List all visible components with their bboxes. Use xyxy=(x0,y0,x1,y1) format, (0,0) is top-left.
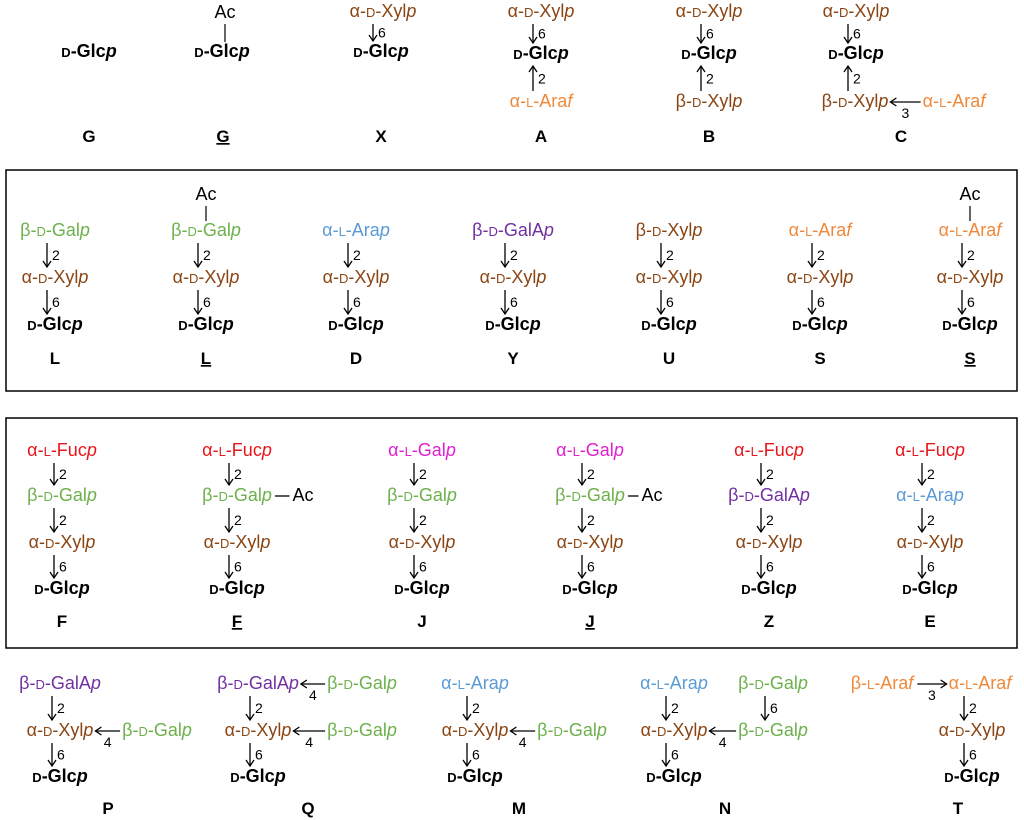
sugar-residue: α-D-Xylp xyxy=(349,1,417,21)
structure-J xyxy=(387,440,457,631)
linkage-position: 2 xyxy=(967,247,975,263)
structure-code: S xyxy=(814,349,826,368)
sugar-residue: β-D-Galp xyxy=(738,720,808,740)
sugar-residue: α-L-Arap xyxy=(322,220,390,240)
glucose-residue: D-Glcp xyxy=(209,578,265,598)
linkage-position: 2 xyxy=(234,466,242,482)
glucose-residue: D-Glcp xyxy=(944,766,1000,786)
linkage-position: 6 xyxy=(353,294,361,310)
linkage-position: 2 xyxy=(353,247,361,263)
linkage-position: 6 xyxy=(59,558,67,575)
sugar-residue: α-L-Arap xyxy=(896,485,964,505)
structure-code: C xyxy=(894,127,908,146)
structure-A xyxy=(508,1,575,146)
glucose-residue: D-Glcp xyxy=(61,41,117,61)
glucose-residue: D-Glcp xyxy=(681,43,737,63)
sugar-residue: β-D-Xylp xyxy=(821,91,889,111)
linkage-position: 6 xyxy=(234,558,242,575)
linkage-position: 6 xyxy=(967,294,975,310)
structure-C xyxy=(822,1,988,146)
sugar-residue: α-D-Xylp xyxy=(28,532,96,552)
sugar-residue: β-D-Galp xyxy=(20,220,90,240)
structure-X xyxy=(350,1,417,146)
structure-code: B xyxy=(702,127,716,146)
sugar-residue: α-L-Araf xyxy=(509,91,573,111)
sugar-residue: β-D-Galp xyxy=(537,720,607,740)
structure-G-acetylated xyxy=(194,2,249,146)
glucose-residue: D-Glcp xyxy=(447,766,503,786)
glucose-residue: D-Glcp xyxy=(230,766,286,786)
structure-code: S xyxy=(964,349,976,368)
linkage-position: 4 xyxy=(305,734,314,750)
sugar-residue: α-L-Fucp xyxy=(27,440,97,460)
sugar-residue: α-D-Xylp xyxy=(640,720,708,740)
structure-code: T xyxy=(952,799,964,818)
sugar-residue: β-D-GalAp xyxy=(19,673,101,693)
structure-M xyxy=(441,673,607,818)
structure-code: Y xyxy=(507,349,519,368)
glucose-residue: D-Glcp xyxy=(353,41,409,61)
linkage-position: 2 xyxy=(59,512,67,528)
linkage-position: 6 xyxy=(510,294,518,310)
glucose-residue: D-Glcp xyxy=(646,766,702,786)
sugar-residue: α-D-Xylp xyxy=(203,532,271,552)
glucose-residue: D-Glcp xyxy=(741,578,797,598)
structure-U xyxy=(636,220,703,368)
sugar-residue: α-L-Fucp xyxy=(202,440,272,460)
group-frame-2 xyxy=(6,418,1017,648)
structure-code: D xyxy=(349,349,363,368)
linkage-position: 6 xyxy=(419,558,427,575)
glucose-residue: D-Glcp xyxy=(513,43,569,63)
structure-T xyxy=(851,673,1014,818)
structure-code: F xyxy=(56,612,68,631)
sugar-residue: β-D-Galp xyxy=(171,220,241,240)
linkage-position: 4 xyxy=(103,734,112,750)
sugar-residue: α-L-Arap xyxy=(640,673,708,693)
linkage-position: 2 xyxy=(853,70,861,87)
linkage-position: 2 xyxy=(419,512,427,528)
structure-code: L xyxy=(49,349,61,368)
linkage-position: 2 xyxy=(203,247,211,263)
linkage-position: 6 xyxy=(538,25,546,42)
structure-code: A xyxy=(534,127,548,146)
sugar-residue: β-D-Galp xyxy=(387,485,457,505)
acetyl-label: Ac xyxy=(641,485,663,505)
structure-code: L xyxy=(200,349,212,368)
sugar-residue: α-D-Xylp xyxy=(172,267,240,287)
structure-code: M xyxy=(511,799,527,818)
sugar-residue: α-D-Xylp xyxy=(322,267,390,287)
sugar-residue: α-D-Xylp xyxy=(441,720,509,740)
sugar-residue: β-D-Xylp xyxy=(635,220,703,240)
linkage-position: 2 xyxy=(766,466,774,482)
sugar-residue: α-D-Xylp xyxy=(938,720,1006,740)
sugar-residue: α-L-Araf xyxy=(788,220,852,240)
linkage-position: 6 xyxy=(52,294,60,310)
linkage-position: 2 xyxy=(969,700,977,716)
glucose-residue: D-Glcp xyxy=(328,314,384,334)
linkage-position: 6 xyxy=(203,294,211,310)
sugar-residue: α-L-Araf xyxy=(938,220,1002,240)
linkage-position: 2 xyxy=(59,466,67,482)
structure-J-acetylated xyxy=(555,440,662,631)
linkage-position: 2 xyxy=(927,512,935,528)
sugar-residue: α-L-Galp xyxy=(556,440,624,460)
glucose-residue: D-Glcp xyxy=(485,314,541,334)
structure-code: X xyxy=(375,127,387,146)
structure-S-acetylated xyxy=(937,184,1004,368)
structure-F xyxy=(27,440,97,631)
linkage-position: 2 xyxy=(538,70,546,87)
sugar-residue: α-D-Xylp xyxy=(675,1,743,21)
structure-L-acetylated xyxy=(171,184,241,368)
linkage-position: 6 xyxy=(927,558,935,575)
linkage-position: 6 xyxy=(766,558,774,575)
glucose-residue: D-Glcp xyxy=(27,314,83,334)
sugar-residue: α-D-Xylp xyxy=(507,1,575,21)
linkage-position: 2 xyxy=(419,466,427,482)
acetyl-label: Ac xyxy=(959,184,981,204)
sugar-residue: β-D-Galp xyxy=(27,485,97,505)
structure-code: U xyxy=(662,349,676,368)
structure-code: P xyxy=(102,799,114,818)
sugar-residue: α-D-Xylp xyxy=(786,267,854,287)
sugar-residue: α-D-Xylp xyxy=(735,532,803,552)
structure-E xyxy=(895,440,965,631)
glucose-residue: D-Glcp xyxy=(828,43,884,63)
structure-L xyxy=(20,220,90,368)
glucose-residue: D-Glcp xyxy=(641,314,697,334)
sugar-residue: β-D-Galp xyxy=(122,720,192,740)
structure-P xyxy=(19,673,192,818)
acetyl-label: Ac xyxy=(214,2,236,22)
structure-code: J xyxy=(417,612,427,631)
structure-B xyxy=(676,1,743,146)
linkage-position: 6 xyxy=(666,294,674,310)
sugar-residue: β-L-Araf xyxy=(850,673,914,693)
sugar-residue: α-D-Xylp xyxy=(896,532,964,552)
acetyl-label: Ac xyxy=(292,485,314,505)
glucose-residue: D-Glcp xyxy=(34,578,90,598)
structure-code: Z xyxy=(763,612,775,631)
sugar-residue: α-D-Xylp xyxy=(224,720,292,740)
linkage-position: 6 xyxy=(671,746,679,763)
glucose-residue: D-Glcp xyxy=(194,41,250,61)
structure-F-acetylated xyxy=(202,440,313,631)
sugar-residue: α-D-Xylp xyxy=(936,267,1004,287)
sugar-residue: β-D-Galp xyxy=(738,673,808,693)
linkage-position: 2 xyxy=(472,700,480,716)
structure-D xyxy=(322,220,390,368)
linkage-position: 2 xyxy=(587,512,595,528)
structure-code: G xyxy=(82,127,96,146)
glucose-residue: D-Glcp xyxy=(792,314,848,334)
linkage-position: 6 xyxy=(255,746,263,763)
sugar-residue: β-D-Galp xyxy=(555,485,625,505)
glucose-residue: D-Glcp xyxy=(394,578,450,598)
linkage-position: 6 xyxy=(706,25,714,42)
linkage-position: 4 xyxy=(309,687,317,703)
linkage-position: 2 xyxy=(57,700,65,716)
linkage-position: 2 xyxy=(52,247,60,263)
acetyl-label: Ac xyxy=(195,184,217,204)
structure-G xyxy=(61,41,116,146)
glucose-residue: D-Glcp xyxy=(178,314,234,334)
structure-code: F xyxy=(231,612,243,631)
linkage-position: 2 xyxy=(255,700,263,716)
linkage-position: 6 xyxy=(770,700,778,716)
sugar-residue: β-D-Galp xyxy=(202,485,272,505)
sugar-residue: α-L-Fucp xyxy=(895,440,965,460)
sugar-residue: α-D-Xylp xyxy=(635,267,703,287)
linkage-position: 2 xyxy=(666,247,674,263)
sugar-residue: β-D-GalAp xyxy=(472,220,554,240)
sugar-residue: α-D-Xylp xyxy=(21,267,89,287)
glucose-residue: D-Glcp xyxy=(32,766,88,786)
sugar-residue: β-D-GalAp xyxy=(217,673,299,693)
sugar-residue: α-L-Araf xyxy=(948,673,1012,693)
linkage-position: 2 xyxy=(510,247,518,263)
sugar-residue: β-D-Xylp xyxy=(675,91,743,111)
sugar-residue: α-D-Xylp xyxy=(479,267,547,287)
structure-code: G xyxy=(216,127,230,146)
sugar-residue: α-D-Xylp xyxy=(388,532,456,552)
linkage-position: 2 xyxy=(234,512,242,528)
linkage-position: 2 xyxy=(706,70,714,87)
sugar-residue: α-D-Xylp xyxy=(26,720,94,740)
structure-Q xyxy=(217,673,397,818)
structure-N xyxy=(640,673,808,818)
sugar-residue: α-L-Arap xyxy=(441,673,509,693)
linkage-position: 2 xyxy=(766,512,774,528)
structure-code: E xyxy=(924,612,936,631)
linkage-position: 4 xyxy=(518,734,527,750)
linkage-position: 3 xyxy=(927,687,936,703)
linkage-position: 3 xyxy=(901,105,910,121)
linkage-position: 6 xyxy=(57,746,65,763)
structure-Z xyxy=(728,440,810,631)
linkage-position: 2 xyxy=(587,466,595,482)
sugar-residue: β-D-Galp xyxy=(327,720,397,740)
structure-S xyxy=(787,220,854,368)
sugar-residue: α-L-Fucp xyxy=(734,440,804,460)
structure-code: N xyxy=(718,799,732,818)
sugar-residue: β-D-Galp xyxy=(327,673,397,693)
structure-code: J xyxy=(585,612,595,631)
linkage-position: 6 xyxy=(587,558,595,575)
sugar-residue: β-D-GalAp xyxy=(728,485,810,505)
sugar-residue: α-L-Araf xyxy=(922,91,986,111)
linkage-position: 2 xyxy=(671,700,679,716)
sugar-residue: α-L-Galp xyxy=(388,440,456,460)
structure-code: Q xyxy=(301,799,315,818)
linkage-position: 6 xyxy=(969,746,977,763)
linkage-position: 2 xyxy=(817,247,825,263)
sugar-residue: α-D-Xylp xyxy=(822,1,890,21)
glucose-residue: D-Glcp xyxy=(562,578,618,598)
linkage-position: 6 xyxy=(817,294,825,310)
linkage-position: 2 xyxy=(927,466,935,482)
glucose-residue: D-Glcp xyxy=(942,314,998,334)
linkage-position: 6 xyxy=(472,746,480,763)
structure-Y xyxy=(472,220,554,368)
sugar-residue: α-D-Xylp xyxy=(556,532,624,552)
glucose-residue: D-Glcp xyxy=(902,578,958,598)
linkage-position: 6 xyxy=(378,24,386,41)
linkage-position: 4 xyxy=(718,734,727,750)
linkage-position: 6 xyxy=(853,25,861,42)
